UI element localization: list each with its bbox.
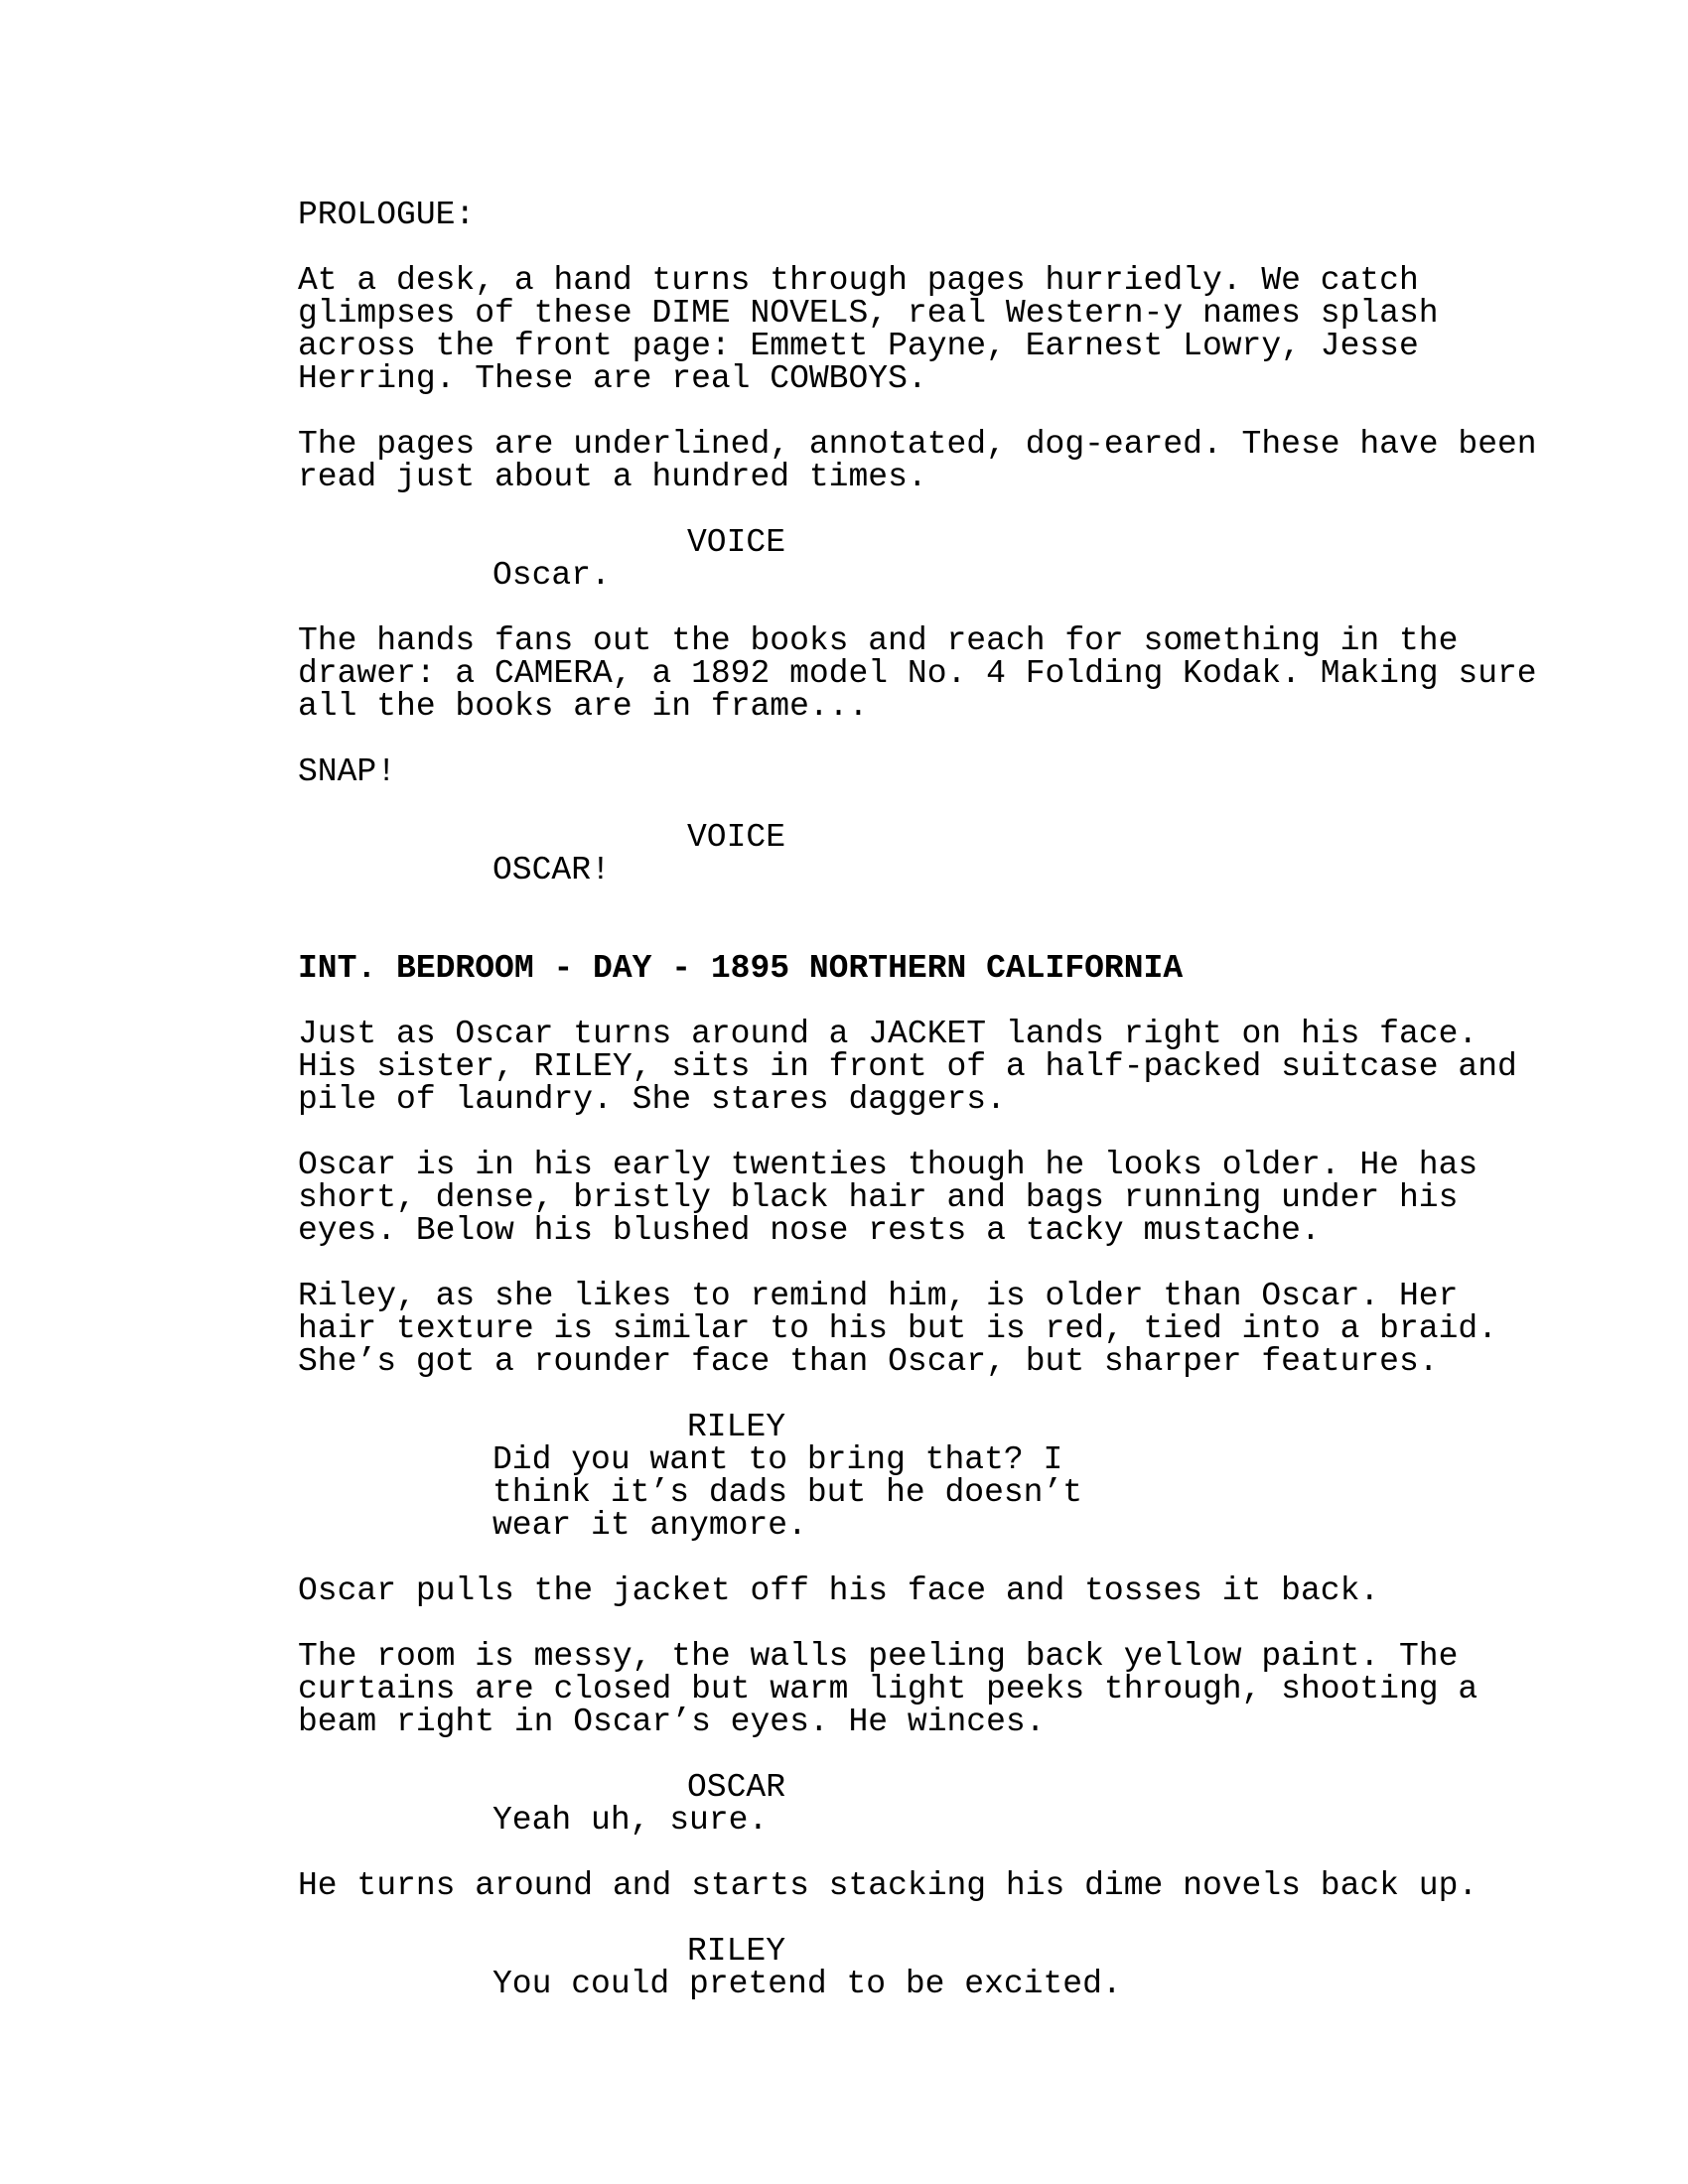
character-cue: RILEY xyxy=(687,1409,786,1445)
action-paragraph: The hands fans out the books and reach for something in the drawer: a CAMERA, a 1892 model No. 4 Folding Kodak. Making sure all the books are in frame... xyxy=(298,622,1537,725)
character-cue: RILEY xyxy=(687,1933,786,1970)
character-cue: VOICE xyxy=(687,524,786,561)
character-cue: OSCAR xyxy=(687,1769,786,1806)
dialogue-line: Yeah uh, sure. xyxy=(492,1802,769,1839)
action-paragraph: Oscar pulls the jacket off his face and tosses it back. xyxy=(298,1572,1380,1609)
scene-heading: INT. BEDROOM - DAY - 1895 NORTHERN CALIFORNIA xyxy=(298,950,1184,987)
action-paragraph: The room is messy, the walls peeling back yellow paint. The curtains are closed but warm light peeks through, shooting a beam right in Oscar’s eyes. He winces. xyxy=(298,1638,1478,1740)
action-paragraph: Oscar is in his early twenties though he looks older. He has short, dense, bristly black hair and bags running under his eyes. Below his blushed nose rests a tacky mustache. xyxy=(298,1147,1478,1249)
dialogue-line: OSCAR! xyxy=(492,852,611,888)
action-paragraph: Riley, as she likes to remind him, is older than Oscar. Her hair texture is similar to his but is red, tied into a braid. She’s got a rounder face than Oscar, but sharper features. xyxy=(298,1278,1497,1380)
character-cue: VOICE xyxy=(687,819,786,856)
dialogue-line: You could pretend to be excited. xyxy=(492,1966,1122,2002)
action-paragraph: He turns around and starts stacking his dime novels back up. xyxy=(298,1867,1478,1904)
action-paragraph: SNAP! xyxy=(298,753,397,790)
action-paragraph: At a desk, a hand turns through pages hurriedly. We catch glimpses of these DIME NOVELS, real Western-y names splash across the front page: Emmett Payne, Earnest Lowry, Jesse Herring. These are real COWBOYS. xyxy=(298,262,1439,397)
dialogue-line: Oscar. xyxy=(492,557,611,594)
dialogue-line: Did you want to bring that? I think it’s dads but he doesn’t wear it anymore. xyxy=(492,1441,1083,1544)
action-paragraph: Just as Oscar turns around a JACKET lands right on his face. His sister, RILEY, sits in front of a half-packed suitcase and pile of laundry. She stares daggers. xyxy=(298,1016,1517,1118)
action-paragraph: The pages are underlined, annotated, dog-eared. These have been read just about a hundred times. xyxy=(298,426,1537,495)
prologue-heading: PROLOGUE: xyxy=(298,197,476,233)
